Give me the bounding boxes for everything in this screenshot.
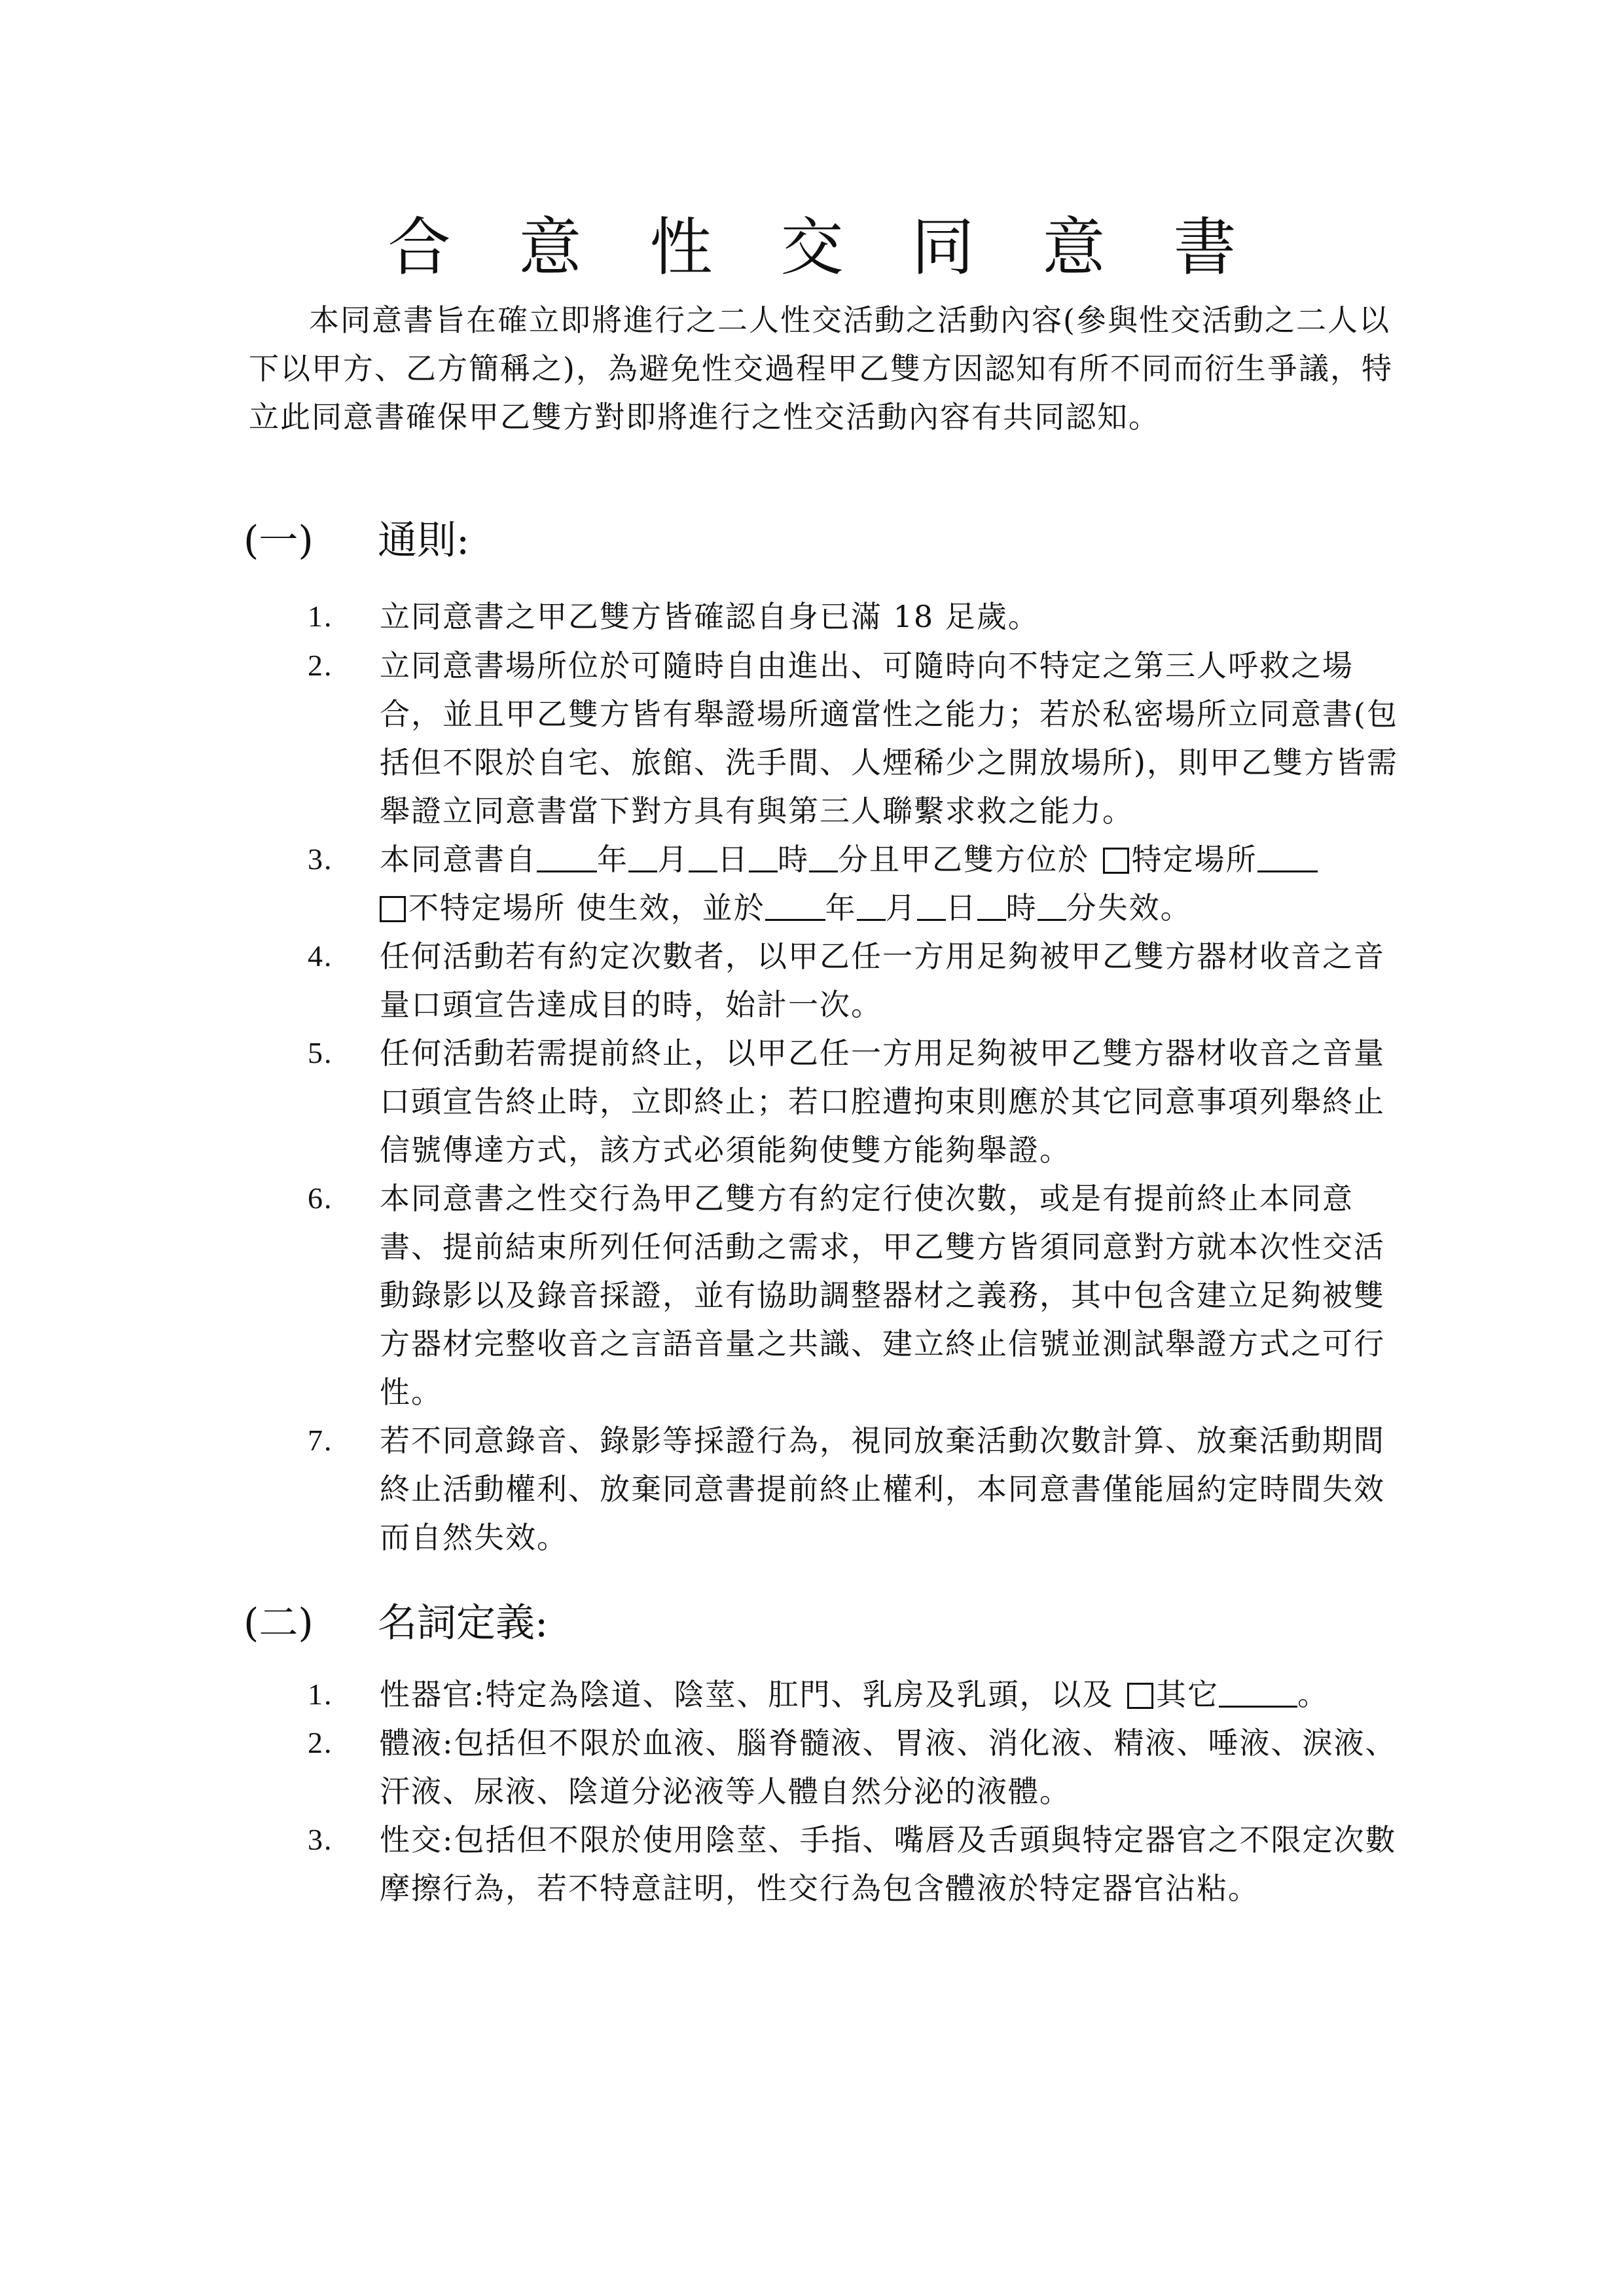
item-text-part: 使生效，並於 [566, 890, 765, 925]
list-item [308, 1029, 1414, 1174]
list-item [308, 1670, 1414, 1719]
item-number: 3. [308, 842, 333, 876]
item-text [380, 1670, 1414, 1719]
blank-other[interactable] [1219, 1679, 1297, 1708]
item-text-part: 性器官:特定為陰道、陰莖、肛門、乳房及乳頭，以及 [380, 1677, 1114, 1712]
blank-start-month[interactable] [628, 844, 657, 872]
unit-month: 月 [657, 842, 689, 877]
blank-start-minute[interactable] [809, 844, 838, 872]
item-number: 1. [308, 1677, 333, 1711]
blank-specific-place[interactable] [1257, 844, 1318, 872]
list-item [308, 1416, 1414, 1562]
intro-paragraph: 本同意書旨在確立即將進行之二人性交活動之活動內容(參與性交活動之二人以下以甲方、乙方簡稱之)，為避免性交過程甲乙雙方因認知有所不同而衍生爭議，特立此同意書確保甲乙雙方對即將進行之性交活動內容有共同認知。 [249, 302, 1393, 435]
section-number: (一) [244, 518, 314, 564]
document-title: 合意性交同意書 [388, 211, 1305, 284]
blank-end-year[interactable] [765, 893, 825, 921]
item-text: 本同意書之性交行為甲乙雙方有約定行使次數，或是有提前終止本同意書、提前結束所列任何活動之需求，甲乙雙方皆須同意對方就本次性交活動錄影以及錄音採證，並有協助調整器材之義務，其中包含建立足夠被雙方器材完整收音之言語音量之共識、建立終止信號並測試舉證方式之可行性。 [380, 1181, 1385, 1410]
section-number: (二) [244, 1600, 314, 1646]
item-number: 6. [308, 1181, 333, 1215]
list-item [308, 1719, 1414, 1816]
option-specific-place: 特定場所 [1131, 842, 1257, 877]
blank-start-hour[interactable] [749, 844, 778, 872]
blank-end-month[interactable] [857, 893, 886, 921]
item-text [380, 835, 1414, 932]
item-text: 任何活動若有約定次數者，以甲乙任一方用足夠被甲乙雙方器材收音之音量口頭宣告達成目的時，始計一次。 [380, 939, 1385, 1022]
item-number: 3. [308, 1823, 333, 1856]
unit-day: 日 [945, 890, 977, 925]
blank-start-day[interactable] [689, 844, 717, 872]
item-number: 2. [308, 1726, 333, 1759]
option-unspecific-place: 不特定場所 [408, 890, 566, 925]
blank-end-day[interactable] [917, 893, 946, 921]
item-text: 立同意書場所位於可隨時自由進出、可隨時向不特定之第三人呼救之場合，並且甲乙雙方皆有舉證場所適當性之能力；若於私密場所立同意書(包括但不限於自宅、旅館、洗手間、人煙稀少之開放場所)，則甲乙雙方皆需舉證立同意書當下對方具有與第三人聯繫求救之能力。 [380, 648, 1398, 829]
unit-hour: 時 [778, 842, 809, 877]
section-heading-definitions [244, 1597, 548, 1649]
option-other: 其它 [1156, 1677, 1219, 1712]
list-item [308, 1174, 1414, 1416]
item-number: 5. [308, 1036, 333, 1069]
list-item [308, 835, 1414, 932]
checkbox-unspecific-place[interactable] [380, 896, 406, 922]
unit-hour: 時 [1005, 890, 1038, 925]
item-number: 4. [308, 939, 333, 973]
list-item [308, 1816, 1414, 1912]
section-label: 通則: [378, 518, 470, 564]
unit-minute: 分失效。 [1066, 890, 1192, 925]
item-text-part: 。 [1297, 1677, 1329, 1712]
unit-minute: 分且甲乙雙方位於 [838, 842, 1089, 877]
checkbox-specific-place[interactable] [1103, 848, 1129, 874]
unit-year: 年 [825, 890, 857, 925]
blank-end-hour[interactable] [977, 893, 1006, 921]
checkbox-other[interactable] [1127, 1683, 1153, 1709]
item-text: 任何活動若需提前終止，以甲乙任一方用足夠被甲乙雙方器材收音之音量口頭宣告終止時，立即終止；若口腔遭拘束則應於其它同意事項列舉終止信號傳達方式，該方式必須能夠使雙方能夠舉證。 [380, 1035, 1385, 1168]
blank-start-year[interactable] [537, 844, 597, 872]
item-text: 若不同意錄音、錄影等採證行為，視同放棄活動次數計算、放棄活動期間終止活動權利、放棄同意書提前終止權利，本同意書僅能屆約定時間失效而自然失效。 [380, 1423, 1385, 1555]
unit-day: 日 [717, 842, 749, 877]
section-label: 名詞定義: [378, 1600, 549, 1646]
list-item [308, 592, 1414, 641]
item-text-part: 本同意書自 [380, 842, 537, 877]
item-text: 體液:包括但不限於血液、腦脊髓液、胃液、消化液、精液、唾液、淚液、汗液、尿液、陰道分泌液等人體自然分泌的液體。 [380, 1725, 1397, 1809]
item-number: 7. [308, 1424, 333, 1457]
item-text: 性交:包括但不限於使用陰莖、手指、嘴唇及舌頭與特定器官之不限定次數摩擦行為，若不特意註明，性交行為包含體液於特定器官沾粘。 [380, 1822, 1397, 1906]
unit-month: 月 [885, 890, 917, 925]
item-number: 2. [308, 649, 333, 682]
blank-end-minute[interactable] [1038, 893, 1066, 921]
section-heading-general [244, 514, 469, 567]
list-item [308, 932, 1414, 1029]
list-item [308, 641, 1414, 835]
item-text: 立同意書之甲乙雙方皆確認自身已滿 18 足歲。 [380, 599, 1039, 634]
unit-year: 年 [597, 842, 628, 877]
item-number: 1. [308, 600, 333, 633]
